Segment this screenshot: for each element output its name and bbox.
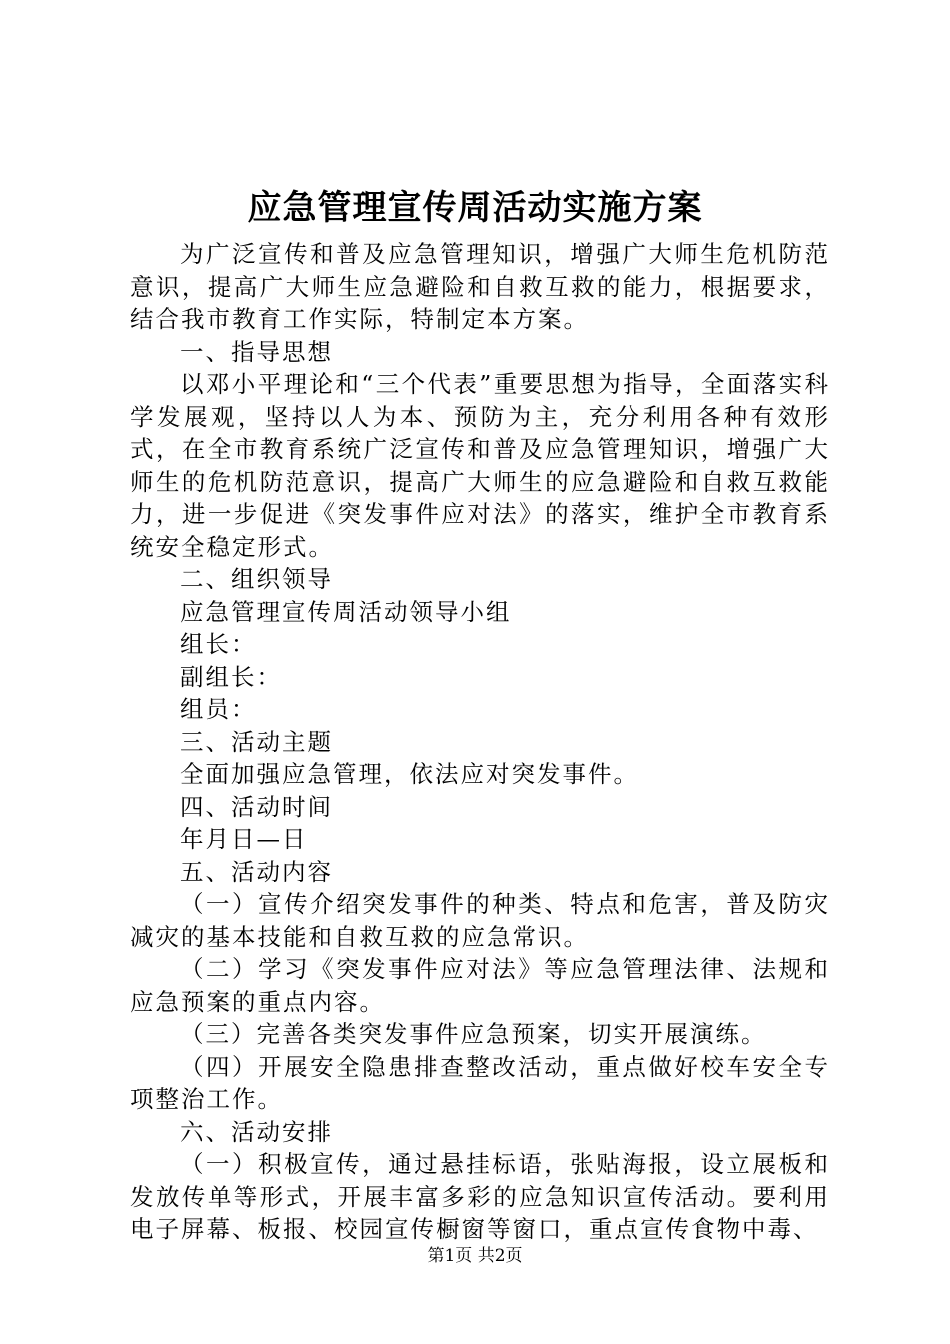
guiding-thought-paragraph: 以邓小平理论和“三个代表”重要思想为指导，全面落实科学发展观，坚持以人为本、预防为主，充分利用各种有效形式，在全市教育系统广泛宣传和普及应急管理知识，增强广大师生的危机防范意识，提高广大师生的应急避险和自救互救能力，进一步促进《突发事件应对法》的落实，维护全市教育系统安全稳定形式。 — [130, 370, 830, 561]
leadership-group-name: 应急管理宣传周活动领导小组 — [180, 597, 512, 626]
section-heading-time: 四、活动时间 — [180, 792, 333, 821]
section-heading-theme: 三、活动主题 — [180, 727, 333, 756]
document-body — [130, 238, 830, 1246]
leader-line: 组长： — [180, 630, 257, 658]
section-heading-organization: 二、组织领导 — [180, 565, 333, 593]
content-item-2: （二）学习《突发事件应对法》等应急管理法律、法规和应急预案的重点内容。 — [130, 955, 830, 1016]
members-line: 组员： — [180, 695, 257, 723]
content-item-3: （三）完善各类突发事件应急预案，切实开展演练。 — [180, 1020, 767, 1048]
deputy-leader-line: 副组长： — [180, 662, 282, 691]
section-heading-content: 五、活动内容 — [180, 857, 333, 886]
intro-paragraph: 为广泛宣传和普及应急管理知识，增强广大师生危机防范意识，提高广大师生应急避险和自救互救的能力，根据要求，结合我市教育工作实际，特制定本方案。 — [130, 240, 830, 333]
arrangement-item-1: （一）积极宣传，通过悬挂标语，张贴海报，设立展板和发放传单等形式，开展丰富多彩的应急知识宣传活动。要利用电子屏幕、板报、校园宣传橱窗等窗口，重点宣传食物中毒、 — [130, 1150, 830, 1243]
content-item-1: （一）宣传介绍突发事件的种类、特点和危害，普及防灾减灾的基本技能和自救互救的应急常识。 — [130, 890, 830, 951]
section-heading-guiding-thought: 一、指导思想 — [180, 337, 333, 366]
content-item-4: （四）开展安全隐患排查整改活动，重点做好校车安全专项整治工作。 — [130, 1052, 830, 1113]
section-heading-arrangement: 六、活动安排 — [180, 1117, 333, 1146]
time-paragraph: 年月日—日 — [180, 825, 308, 853]
document-title: 应急管理宣传周活动实施方案 — [247, 188, 703, 228]
page-footer: 第1页 共2页 — [427, 1246, 523, 1266]
theme-paragraph: 全面加强应急管理，依法应对突发事件。 — [180, 760, 639, 788]
